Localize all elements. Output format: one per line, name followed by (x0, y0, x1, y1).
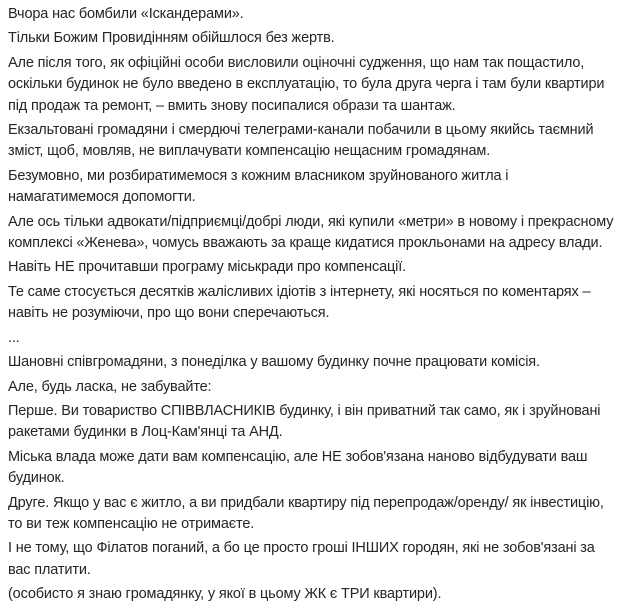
post-paragraph (8, 401, 617, 444)
text-line: ... (8, 329, 20, 346)
text-line: Але, будь ласка, не забувайте: (8, 378, 212, 395)
post-paragraph (8, 212, 617, 255)
post-paragraph (8, 377, 617, 398)
text-line: Перше. Ви товариство СПІВВЛАСНИКІВ будинку, і він приватний так само, як і зруйновані (8, 402, 601, 419)
text-line: будинок. (8, 470, 65, 487)
post-paragraph (8, 4, 617, 25)
text-line: Екзальтовані громадяни і смердючі телеграми-канали побачили в цьому якийсь таємний (8, 122, 594, 139)
text-line: Шановні співгромадяни, з понеділка у вашому будинку почне працювати комісія. (8, 354, 540, 371)
text-line: Безумовно, ми розбиратимемося з кожним власником зруйнованого житла і (8, 167, 509, 184)
text-line: то ви теж компенсацію не отримаєте. (8, 515, 255, 532)
text-line: Але ось тільки адвокати/підприємці/добрі люди, які купили «метри» в новому і прекрасному (8, 213, 614, 230)
text-line: (особисто я знаю громадянку, у якої в цьому ЖК є ТРИ квартири). (8, 586, 442, 603)
text-line: І не тому, що Філатов поганий, а бо це просто гроші ІНШИХ городян, які не зобов'язані за (8, 540, 595, 557)
text-line: оскільки будинок не було введено в експлуатацію, то була друга черга і там були квартири (8, 76, 605, 93)
post-paragraph (8, 328, 617, 349)
text-line: Тільки Божим Провидінням обійшлося без жертв. (8, 30, 335, 47)
text-line: комплексі «Женева», чомусь вважають за краще кидатися прокльонами на адресу влади. (8, 235, 603, 252)
text-line: під продаж та ремонт, – вмить знову посипалися образи та шантаж. (8, 97, 456, 114)
post-paragraph (8, 584, 617, 605)
post-paragraph (8, 120, 617, 163)
text-line: Міська влада може дати вам компенсацію, але НЕ зобов'язана наново відбудувати ваш (8, 448, 588, 465)
text-line: ракетами будинки в Лоц-Кам'янці та АНД. (8, 424, 283, 441)
text-line: Навіть НЕ прочитавши програму міськради про компенсації. (8, 259, 407, 276)
text-line: Друге. Якщо у вас є житло, а ви придбали квартиру під перепродаж/оренду/ як інвестицію, (8, 494, 604, 511)
post-paragraph (8, 53, 617, 117)
post-paragraph (8, 538, 617, 581)
post-paragraph (8, 28, 617, 49)
post-paragraph (8, 493, 617, 536)
text-line: намагатимемося допомогти. (8, 189, 196, 206)
text-line: вас платити. (8, 561, 91, 578)
post-paragraph (8, 257, 617, 278)
post-paragraph (8, 447, 617, 490)
text-line: Те саме стосується десятків жалісливих ідіотів з інтернету, які носяться по коментарях – (8, 283, 591, 300)
text-line: Але після того, як офіційні особи висловили оціночні судження, що нам так пощастило, (8, 54, 585, 71)
post-paragraph (8, 352, 617, 373)
post-paragraph (8, 166, 617, 209)
text-line: навіть не розуміючи, про що вони сперечаються. (8, 305, 330, 322)
text-line: зміст, щоб, мовляв, не виплачувати компенсацію нещасним громадянам. (8, 143, 491, 160)
text-line: Вчора нас бомбили «Іскандерами». (8, 6, 244, 22)
post-paragraph (8, 282, 617, 325)
